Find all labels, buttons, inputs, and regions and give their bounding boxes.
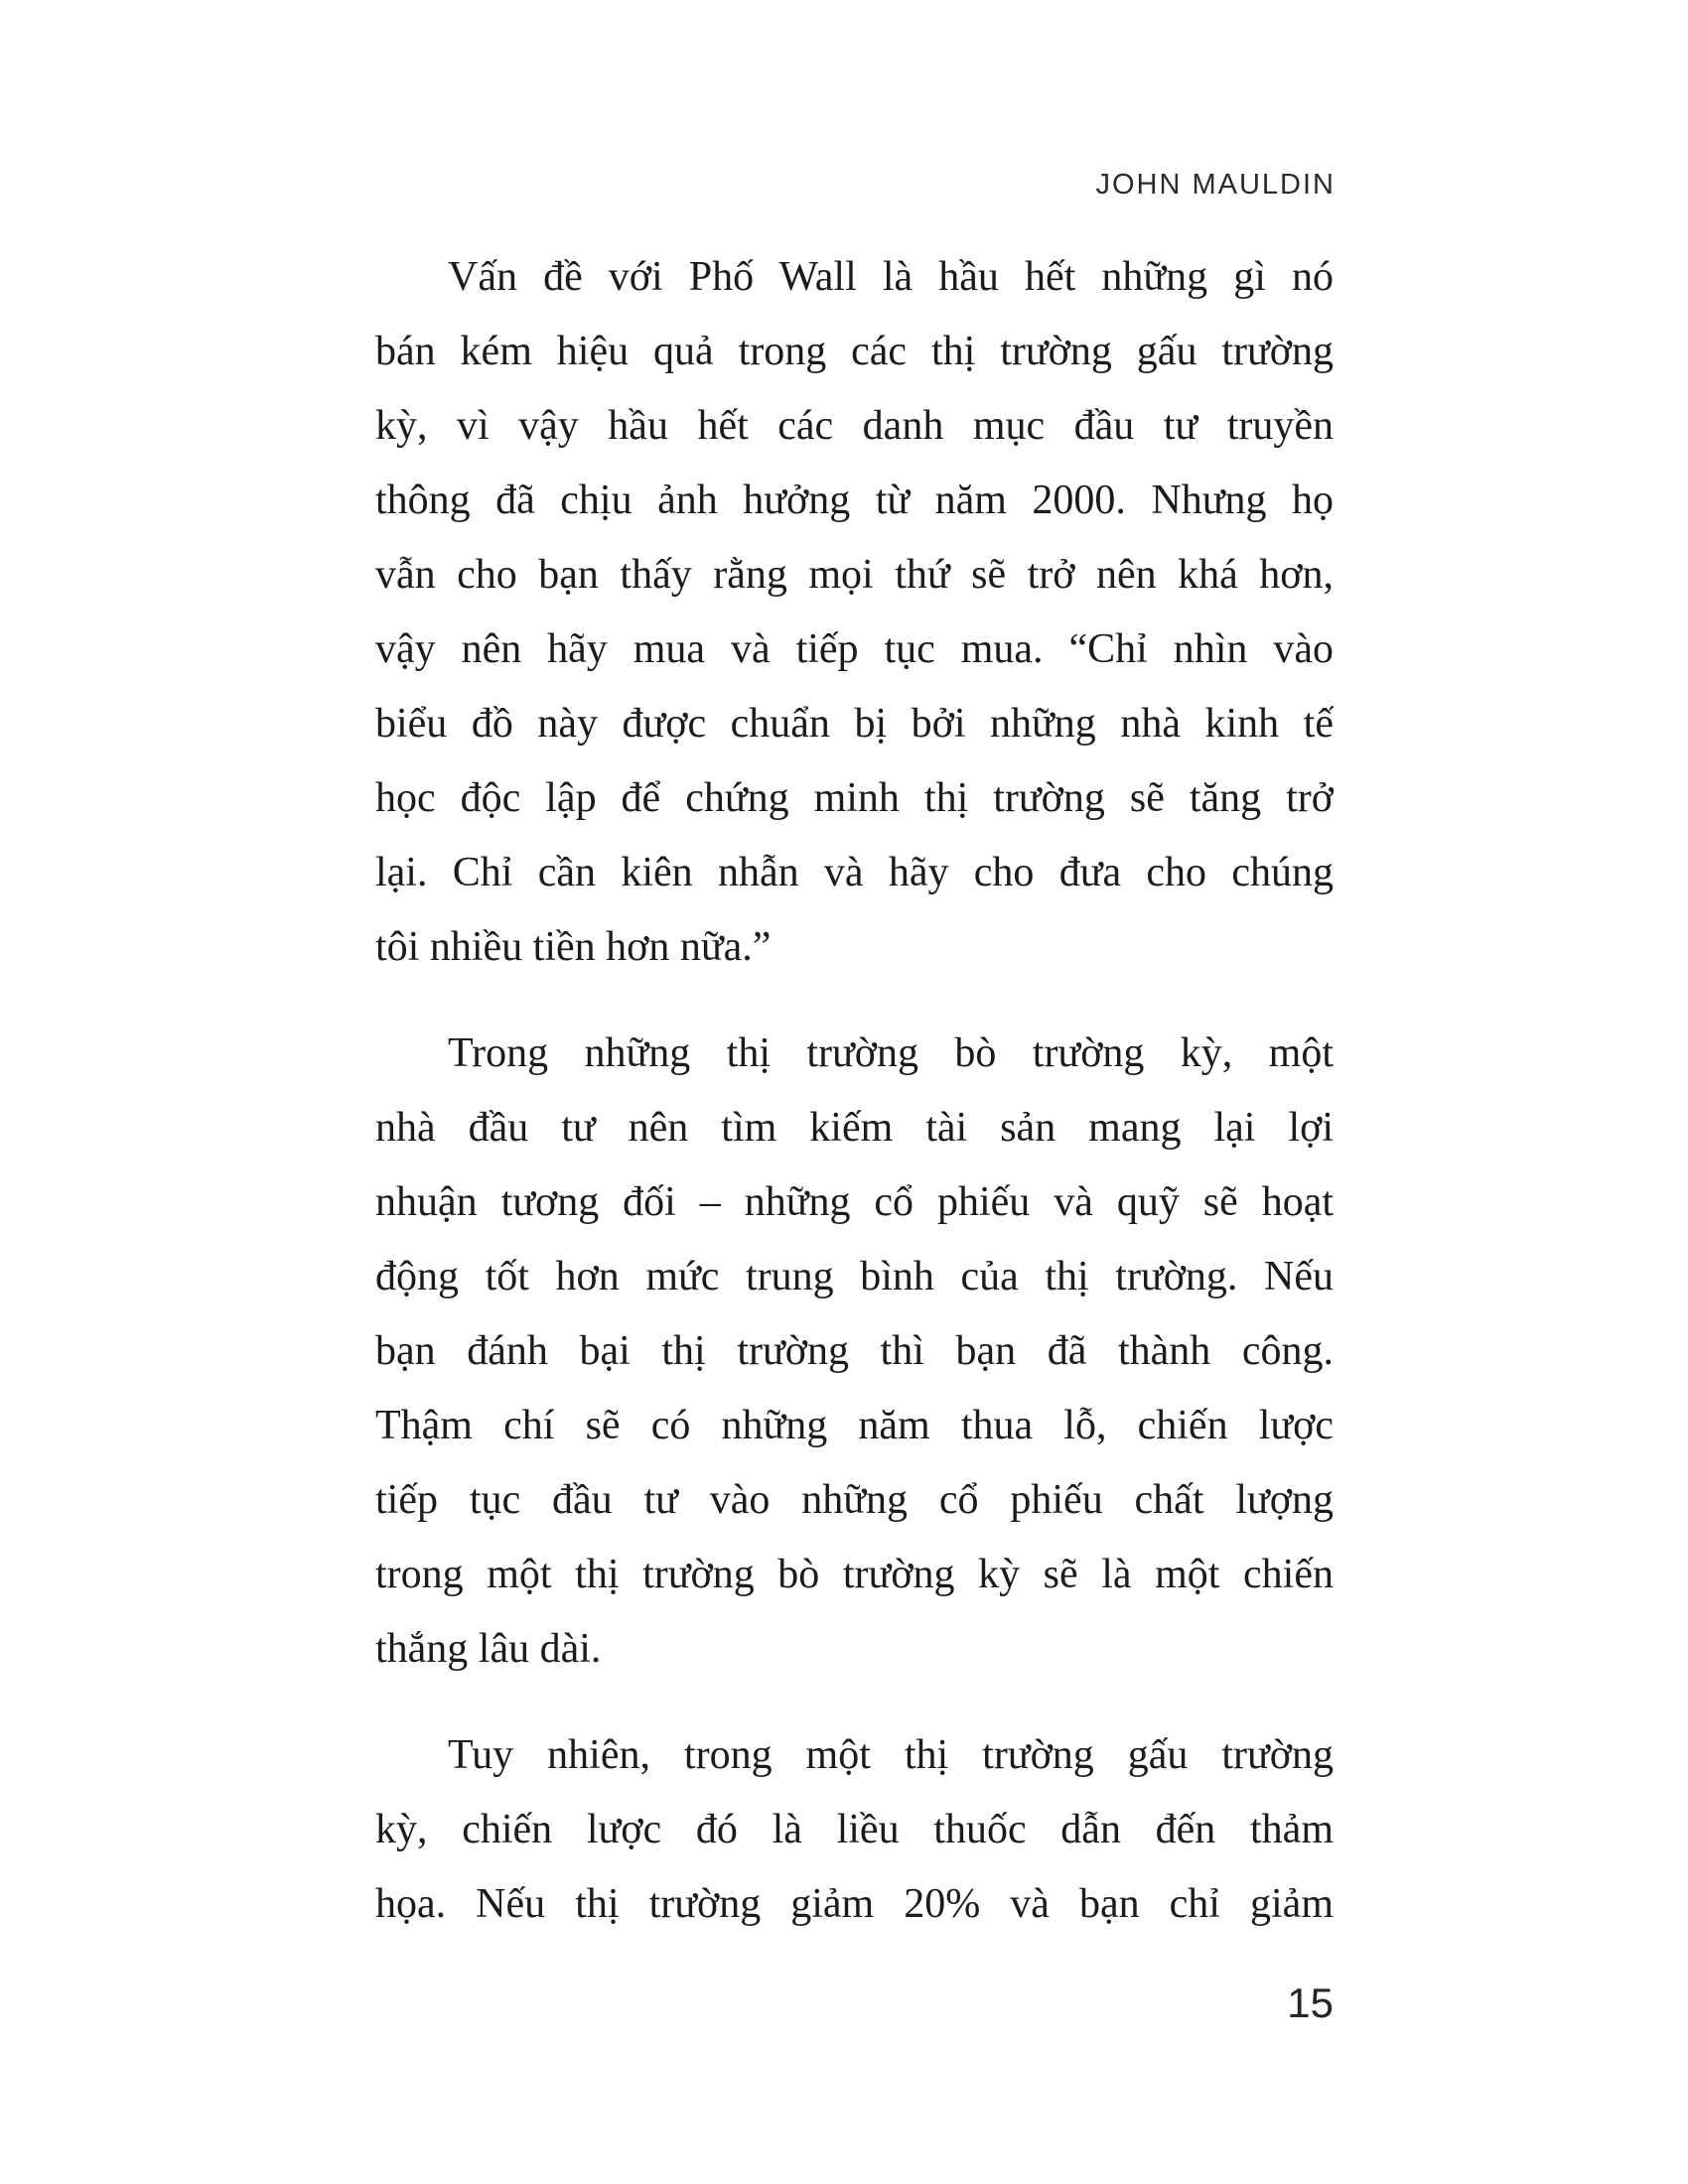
running-header-title: JOHN MAULDIN xyxy=(1095,169,1336,201)
paragraph-3 xyxy=(375,1718,1334,1942)
text-line: Trong những thị trường bò trường kỳ, một xyxy=(448,1030,1334,1076)
text-line: bạn đánh bại thị trường thì bạn đã thành công. xyxy=(375,1328,1334,1374)
text-line: Thậm chí sẽ có những năm thua lỗ, chiến lược xyxy=(375,1403,1334,1448)
text-line: vẫn cho bạn thấy rằng mọi thứ sẽ trở nên khá hơn, xyxy=(375,552,1334,598)
text-line: trong một thị trường bò trường kỳ sẽ là một chiến xyxy=(375,1552,1334,1597)
text-line: nhà đầu tư nên tìm kiếm tài sản mang lại lợi xyxy=(375,1105,1334,1151)
text-line: tiếp tục đầu tư vào những cổ phiếu chất lượng xyxy=(375,1477,1334,1523)
text-line: vậy nên hãy mua và tiếp tục mua. “Chỉ nhìn vào xyxy=(375,626,1334,672)
text-line: học độc lập để chứng minh thị trường sẽ tăng trở xyxy=(375,775,1334,821)
text-line: thông đã chịu ảnh hưởng từ năm 2000. Nhưng họ xyxy=(375,478,1334,523)
text-line: Tuy nhiên, trong một thị trường gấu trường xyxy=(448,1732,1334,1778)
paragraph-2 xyxy=(375,1017,1334,1687)
text-line: Vấn đề với Phố Wall là hầu hết những gì nó xyxy=(448,254,1334,300)
text-line: bán kém hiệu quả trong các thị trường gấu trường xyxy=(375,329,1334,374)
text-line: họa. Nếu thị trường giảm 20% và bạn chỉ giảm xyxy=(375,1881,1334,1927)
text-line: biểu đồ này được chuẩn bị bởi những nhà kinh tế xyxy=(375,701,1334,747)
paragraph-1 xyxy=(375,240,1334,985)
body-text-block xyxy=(375,240,1334,1974)
text-line: lại. Chỉ cần kiên nhẫn và hãy cho đưa cho chúng xyxy=(375,850,1334,895)
text-line: tôi nhiều tiền hơn nữa.” xyxy=(375,924,772,970)
page-number: 15 xyxy=(1287,1979,1334,2026)
text-line: động tốt hơn mức trung bình của thị trường. Nếu xyxy=(375,1254,1334,1299)
text-line: kỳ, vì vậy hầu hết các danh mục đầu tư truyền xyxy=(375,403,1334,449)
text-line: thắng lâu dài. xyxy=(375,1626,602,1672)
text-line: kỳ, chiến lược đó là liều thuốc dẫn đến thảm xyxy=(375,1807,1334,1852)
text-line: nhuận tương đối – những cổ phiếu và quỹ sẽ hoạt xyxy=(375,1179,1334,1225)
